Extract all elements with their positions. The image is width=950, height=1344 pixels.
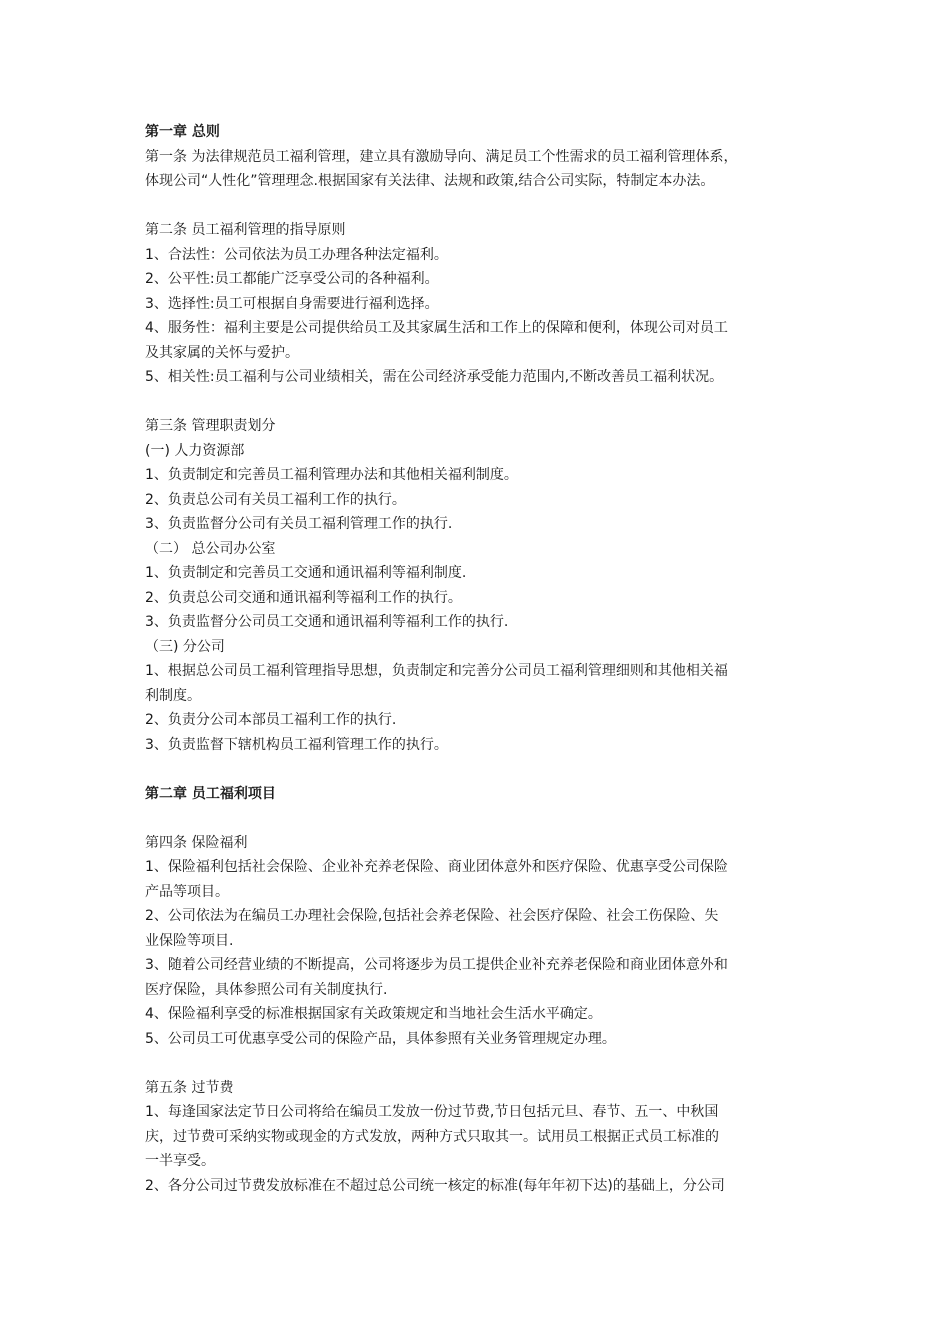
article-5-line: 1、每逢国家法定节日公司将给在编员工发放一份过节费,节日包括元旦、春节、五一、中秋国	[145, 1104, 719, 1120]
article-3-line: （三) 分公司	[145, 638, 225, 655]
article-4-line: 5、公司员工可优惠享受公司的保险产品，具体参照有关业务管理规定办理。	[145, 1030, 616, 1047]
article-3-line: （二） 总公司办公室	[145, 540, 276, 557]
article-5-heading: 第五条 过节费	[145, 1079, 234, 1096]
article-3-line: 2、负责分公司本部员工福利工作的执行.	[145, 712, 397, 728]
article-5-line: 2、各分公司过节费发放标准在不超过总公司统一核定的标准(每年年初下达)的基础上，分公司	[145, 1177, 725, 1194]
article-3-line: 3、负责监督分公司员工交通和通讯福利等福利工作的执行.	[145, 614, 509, 630]
paragraph-gap	[145, 390, 815, 415]
chapter-1-title: 第一章 总则	[145, 124, 220, 140]
article-3-line: 2、负责总公司有关员工福利工作的执行。	[145, 491, 406, 508]
article-1-line: 第一条 为法律规范员工福利管理，建立具有激励导向、满足员工个性需求的员工福利管理体系，	[145, 148, 738, 165]
article-2-line: 1、合法性：公司依法为员工办理各种法定福利。	[145, 246, 448, 263]
paragraph-gap	[145, 194, 815, 219]
chapter-2-title: 第二章 员工福利项目	[145, 785, 276, 802]
article-4-heading: 第四条 保险福利	[145, 834, 248, 851]
article-4-line: 3、随着公司经营业绩的不断提高，公司将逐步为员工提供企业补充养老保险和商业团体意外和	[145, 957, 728, 973]
article-4-line: 医疗保险，具体参照公司有关制度执行.	[145, 981, 388, 998]
article-2-line: 3、选择性:员工可根据自身需要进行福利选择。	[145, 295, 439, 312]
article-4-line: 1、保险福利包括社会保险、企业补充养老保险、商业团体意外和医疗保险、优惠享受公司保险	[145, 859, 728, 875]
paragraph-gap	[145, 757, 815, 782]
article-5-line: 一半享受。	[145, 1153, 215, 1169]
article-3-line: 利制度。	[145, 687, 201, 704]
article-3-line: 1、负责制定和完善员工福利管理办法和其他相关福利制度。	[145, 467, 518, 483]
article-2-line: 4、服务性：福利主要是公司提供给员工及其家属生活和工作上的保障和便利，体现公司对员工	[145, 320, 728, 336]
article-2-line: 及其家属的关怀与爱护。	[145, 344, 299, 361]
article-4-line: 4、保险福利享受的标准根据国家有关政策规定和当地社会生活水平确定。	[145, 1006, 602, 1022]
paragraph-gap	[145, 1051, 815, 1076]
article-2-heading: 第二条 员工福利管理的指导原则	[145, 222, 346, 238]
article-2-line: 2、公平性:员工都能广泛享受公司的各种福利。	[145, 271, 439, 287]
paragraph-gap	[145, 806, 815, 831]
article-5-line: 庆，过节费可采纳实物或现金的方式发放，两种方式只取其一。试用员工根据正式员工标准的	[145, 1128, 719, 1145]
document-page	[145, 120, 815, 1198]
article-1-line: 体现公司“人性化”管理理念.根据国家有关法律、法规和政策,结合公司实际，特制定本办法。	[145, 173, 715, 189]
article-3-heading: 第三条 管理职责划分	[145, 418, 276, 434]
article-4-line: 2、公司依法为在编员工办理社会保险,包括社会养老保险、社会医疗保险、社会工伤保险、失	[145, 908, 719, 924]
article-3-line: 1、负责制定和完善员工交通和通讯福利等福利制度.	[145, 565, 467, 581]
article-4-line: 业保险等项目.	[145, 932, 234, 949]
article-3-line: 3、负责监督分公司有关员工福利管理工作的执行.	[145, 516, 453, 532]
article-3-line: 3、负责监督下辖机构员工福利管理工作的执行。	[145, 736, 448, 753]
article-4-line: 产品等项目。	[145, 883, 229, 900]
article-3-line: 1、根据总公司员工福利管理指导思想，负责制定和完善分公司员工福利管理细则和其他相关福	[145, 663, 728, 679]
article-3-line: (一) 人力资源部	[145, 442, 245, 459]
article-3-line: 2、负责总公司交通和通讯福利等福利工作的执行。	[145, 589, 462, 606]
article-2-line: 5、相关性:员工福利与公司业绩相关，需在公司经济承受能力范围内,不断改善员工福利状况。	[145, 369, 724, 385]
